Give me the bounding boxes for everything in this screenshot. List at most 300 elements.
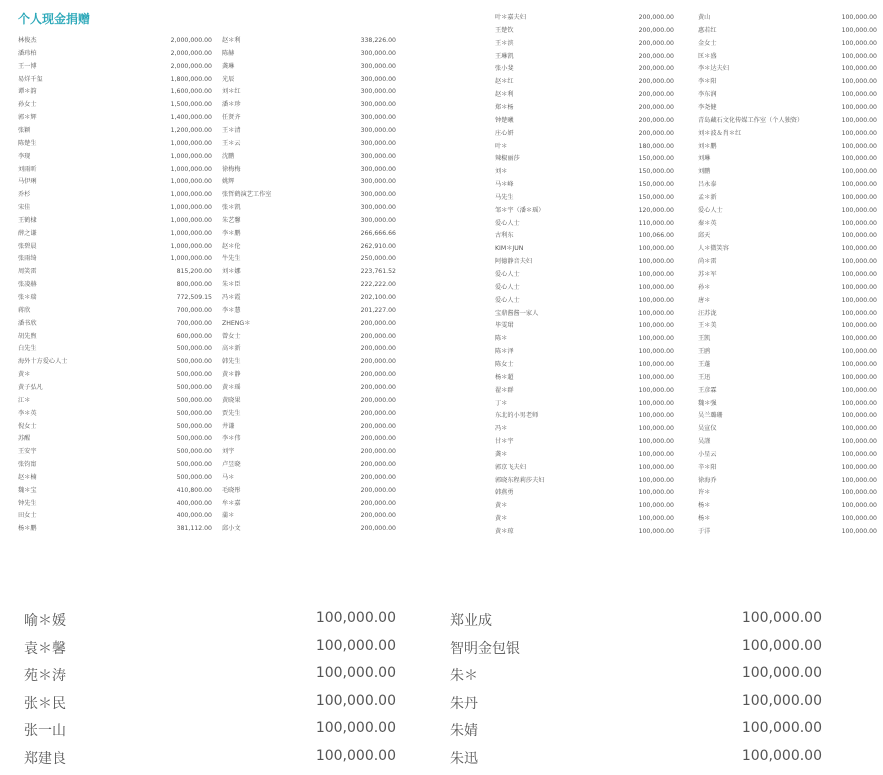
- donor-name: 袁＊馨: [24, 640, 66, 657]
- donation-amount: 100,000.00: [638, 399, 674, 407]
- donor-name: 牟＊嘉: [222, 499, 241, 507]
- donor-name: 赵＊红: [495, 78, 514, 86]
- donation-amount: 100,000.00: [841, 258, 877, 266]
- donor-name: 邱天: [698, 232, 711, 240]
- donor-name: 青岛藏石文化传媒工作室（个人独资）: [698, 116, 804, 124]
- donation-amount: 100,000.00: [841, 476, 877, 484]
- donor-name: 李＊慧: [222, 306, 241, 314]
- donor-name: 潘书欣: [18, 319, 37, 327]
- donation-amount: 1,200,000.00: [170, 126, 212, 134]
- donation-amount: 100,000.00: [841, 26, 877, 34]
- donor-name: 田女士: [18, 512, 37, 520]
- donor-name: 郭京飞夫妇: [495, 463, 526, 471]
- donation-amount: 100,000.00: [638, 348, 674, 356]
- donation-amount: 200,000.00: [360, 525, 396, 533]
- donation-amount: 200,000.00: [360, 499, 396, 507]
- donation-amount: 100,000.00: [315, 637, 396, 654]
- donor-name: 刘宇: [222, 448, 235, 456]
- donor-name: 朱＊: [450, 668, 478, 684]
- donor-name: 冯＊: [495, 425, 508, 433]
- donor-name: 贾先生: [222, 409, 241, 417]
- donor-name: 朱＊臣: [222, 281, 241, 289]
- donor-name: 李＊阳: [698, 78, 717, 86]
- donation-amount: 100,000.00: [841, 168, 877, 176]
- donor-name: 白先生: [18, 345, 37, 353]
- donor-name: 韩燕勇: [495, 489, 514, 497]
- donor-name: 小星云: [698, 450, 717, 458]
- donor-name: 光辰: [222, 75, 235, 83]
- donor-name: 邱小文: [222, 525, 241, 533]
- donation-amount: 200,000.00: [360, 461, 396, 469]
- donor-name: 姚辉: [222, 178, 235, 186]
- donor-name: 李现: [18, 152, 31, 160]
- donor-name: 李东润: [698, 91, 717, 99]
- donor-name: 李＊达夫妇: [698, 65, 729, 73]
- donor-name: 朱丹: [450, 695, 478, 712]
- donor-name: 吴宣仪: [698, 425, 717, 433]
- donation-amount: 100,000.00: [638, 335, 674, 343]
- donor-name: 爱心人士: [495, 219, 520, 227]
- donor-name: 张钧甯: [18, 461, 37, 469]
- donation-amount: 500,000.00: [176, 435, 212, 443]
- donation-amount: 100,000.00: [841, 528, 877, 535]
- donation-amount: 100,000.00: [841, 103, 877, 111]
- donor-name: 江＊: [18, 396, 31, 404]
- donor-name: 李＊伟: [222, 435, 241, 443]
- donor-name: 陈赫: [222, 49, 235, 57]
- donation-amount: 200,000.00: [360, 383, 396, 391]
- donor-name: 韩先生: [222, 358, 241, 366]
- donor-name: 辣椒丽莎: [495, 155, 520, 163]
- donor-name: 叶＊嘉夫妇: [495, 14, 526, 21]
- donation-amount: 100,000.00: [841, 360, 877, 368]
- donation-amount: 100,000.00: [841, 502, 877, 510]
- donation-amount: 300,000.00: [360, 62, 396, 70]
- donor-name: 蒋欣: [18, 306, 31, 314]
- donor-name: 秦＊英: [698, 219, 717, 227]
- donor-name: 魏＊宝: [18, 486, 37, 494]
- donor-name: 马＊峰: [495, 181, 514, 189]
- donation-amount: 100,000.00: [841, 155, 877, 163]
- donor-name: 赵＊利: [495, 91, 514, 99]
- donation-amount: 400,000.00: [176, 499, 212, 507]
- donation-amount: 150,000.00: [638, 193, 674, 201]
- donation-amount: 300,000.00: [360, 152, 396, 160]
- donor-name: 杨＊鹏: [18, 525, 37, 533]
- donation-amount: 223,761.52: [360, 268, 396, 276]
- donor-name: 喻＊媛: [24, 613, 66, 629]
- donor-name: 丁＊: [495, 399, 508, 407]
- donor-name: 吴謹: [698, 438, 711, 446]
- donor-name: 马先生: [495, 193, 514, 201]
- donor-name: 黄子弘凡: [18, 383, 43, 391]
- donation-amount: 300,000.00: [360, 126, 396, 134]
- donation-amount: 2,000,000.00: [170, 49, 212, 57]
- donor-name: 李尧健: [698, 103, 717, 111]
- donation-amount: 100,000.00: [841, 232, 877, 240]
- donation-amount: 200,000.00: [638, 52, 674, 60]
- donor-name: 匡＊盛: [698, 52, 717, 60]
- donation-amount: 1,000,000.00: [170, 255, 212, 263]
- donation-amount: 500,000.00: [176, 383, 212, 391]
- donation-amount: 100,000.00: [638, 476, 674, 484]
- donor-name: 宝鼎酱酱一家人: [495, 309, 539, 317]
- donation-amount: 200,000.00: [360, 435, 396, 443]
- donor-name: 赵＊利: [222, 37, 241, 44]
- donor-name: 王一博: [18, 62, 37, 70]
- donor-name: 潘玮柏: [18, 49, 37, 57]
- donation-amount: 1,800,000.00: [170, 75, 212, 83]
- donation-amount: 100,000.00: [841, 438, 877, 446]
- donor-name: 蒲＊: [222, 512, 235, 520]
- donor-name: 王＊云: [222, 139, 241, 147]
- donation-amount: 100,000.00: [638, 245, 674, 253]
- donation-amount: 100,000.00: [841, 373, 877, 381]
- donation-amount: 200,000.00: [360, 512, 396, 520]
- donation-amount: 100,000.00: [315, 747, 396, 764]
- donor-name: 李＊鹏: [222, 229, 241, 237]
- donation-amount: 1,000,000.00: [170, 216, 212, 224]
- donation-amount: 100,000.00: [638, 283, 674, 291]
- donation-amount: 815,200.00: [176, 268, 212, 276]
- donor-name: 谭＊韵: [18, 88, 37, 96]
- donation-amount: 200,000.00: [360, 396, 396, 404]
- donation-amount: 1,000,000.00: [170, 178, 212, 186]
- donor-name: 吕永泰: [698, 181, 717, 189]
- donation-amount: 300,000.00: [360, 178, 396, 186]
- donation-amount: 100,000.00: [841, 91, 877, 99]
- donor-name: 毕雯珺: [495, 322, 514, 330]
- donor-name: 朱婧: [450, 723, 478, 739]
- donation-amount: 100,000.00: [638, 489, 674, 497]
- donor-name: 郑业成: [450, 613, 492, 629]
- donor-name: 沈鹏: [222, 152, 235, 160]
- donor-name: 任贤齐: [222, 114, 241, 122]
- donor-name: 龚＊: [495, 450, 508, 458]
- donor-name: 黄＊: [18, 371, 31, 379]
- donor-name: 甘＊宇: [495, 438, 514, 446]
- donation-amount: 700,000.00: [176, 306, 212, 314]
- donation-amount: 150,000.00: [638, 155, 674, 163]
- donation-amount: 100,000.00: [841, 450, 877, 458]
- donor-name: 龚琳: [222, 62, 235, 70]
- donor-name: 孙＊: [698, 283, 711, 291]
- donation-amount: 100,000.00: [638, 425, 674, 433]
- donation-amount: 100,000.00: [638, 502, 674, 510]
- donor-name: 黄＊琼: [495, 528, 514, 535]
- donor-name: 张一山: [24, 723, 66, 739]
- donation-amount: 1,000,000.00: [170, 152, 212, 160]
- donation-amount: 100,000.00: [841, 193, 877, 201]
- donor-name: 杨＊: [698, 502, 711, 510]
- donor-name: 陈＊泽: [495, 348, 514, 356]
- donor-name: 张雨绮: [18, 255, 37, 263]
- donor-name: 马伊琍: [18, 178, 37, 186]
- donor-name: 宋佳: [18, 204, 31, 212]
- donor-name: 井谦: [222, 422, 235, 430]
- donor-name: 潘＊珍: [222, 101, 241, 109]
- donation-amount: 2,000,000.00: [170, 62, 212, 70]
- donor-name: 陈女士: [495, 360, 514, 368]
- donor-name: 刘琳: [698, 155, 711, 163]
- donation-amount: 200,000.00: [638, 116, 674, 124]
- donor-name: 林俊杰: [18, 37, 37, 44]
- donor-name: 辛＊阳: [698, 463, 717, 471]
- donation-amount: 100,000.00: [841, 309, 877, 317]
- donor-name: 陈楚生: [18, 139, 37, 147]
- donor-name: 爱心人士: [495, 296, 520, 304]
- donor-name: 王＊清: [222, 126, 241, 134]
- donation-amount: 1,000,000.00: [170, 165, 212, 173]
- donation-amount: 100,000.00: [841, 129, 877, 137]
- donation-amount: 100,000.00: [741, 692, 822, 709]
- donation-amount: 100,000.00: [638, 296, 674, 304]
- donation-amount: 500,000.00: [176, 345, 212, 353]
- donation-amount: 222,222.00: [360, 281, 396, 289]
- donation-amount: 100,000.00: [841, 283, 877, 291]
- donor-name: 王安宇: [18, 448, 37, 456]
- donor-name: 冯＊霞: [222, 294, 241, 301]
- donor-name: 许＊: [698, 489, 711, 497]
- donation-amount: 1,000,000.00: [170, 242, 212, 250]
- donation-amount: 300,000.00: [360, 88, 396, 96]
- donor-name: 王彦霖: [698, 386, 717, 394]
- donor-name: 刘＊鹏: [698, 142, 717, 150]
- donor-name: 苏＊军: [698, 271, 717, 278]
- donor-name: 朱艺馨: [222, 216, 241, 224]
- donor-name: 孙女士: [18, 101, 37, 109]
- donor-name: 刘雨昕: [18, 165, 37, 173]
- donor-name: 邹＊宇（潘＊瑶）: [495, 206, 545, 214]
- donor-name: 郑建良: [24, 750, 66, 767]
- donor-name: KIM＊JUN: [495, 245, 524, 253]
- donation-amount: 100,000.00: [841, 78, 877, 86]
- donor-name: 张小斐: [495, 65, 514, 73]
- donation-amount: 100,000.00: [315, 610, 396, 626]
- donation-amount: 100,000.00: [315, 692, 396, 709]
- donor-name: 杨＊超: [495, 373, 514, 381]
- donation-amount: 300,000.00: [360, 191, 396, 199]
- donation-amount: 100,000.00: [741, 665, 822, 681]
- donor-name: 智明金包银: [450, 640, 520, 657]
- donor-name: 刘＊波＆肖＊红: [698, 129, 742, 137]
- donor-name: 刘鹏: [698, 168, 711, 176]
- donation-amount: 200,000.00: [360, 358, 396, 366]
- donation-amount: 100,000.00: [841, 65, 877, 73]
- donation-amount: 200,000.00: [638, 14, 674, 21]
- donation-amount: 100,000.00: [841, 322, 877, 330]
- donation-amount: 100,000.00: [741, 610, 822, 626]
- donation-amount: 300,000.00: [360, 165, 396, 173]
- donation-amount: 200,000.00: [360, 473, 396, 481]
- donor-name: 爱心人士: [698, 206, 723, 214]
- donation-amount: 300,000.00: [360, 216, 396, 224]
- donation-amount: 100,000.00: [841, 348, 877, 356]
- donation-amount: 100,000.00: [638, 373, 674, 381]
- donation-amount: 500,000.00: [176, 358, 212, 366]
- donation-amount: 1,500,000.00: [170, 101, 212, 109]
- donation-amount: 700,000.00: [176, 319, 212, 327]
- donation-amount: 400,000.00: [176, 512, 212, 520]
- donation-amount: 1,000,000.00: [170, 139, 212, 147]
- donation-amount: 1,400,000.00: [170, 114, 212, 122]
- donor-name: 翟＊群: [495, 386, 514, 394]
- donor-name: 苑＊涛: [24, 668, 66, 684]
- donation-amount: 200,000.00: [360, 486, 396, 494]
- donor-name: 高＊新: [222, 345, 241, 353]
- donor-name: 吴兰璐珊: [698, 412, 723, 420]
- donation-amount: 800,000.00: [176, 281, 212, 289]
- donor-name: ZHENG＊: [222, 319, 251, 327]
- donation-amount: 300,000.00: [360, 101, 396, 109]
- donor-name: 薛之谦: [18, 229, 37, 237]
- donation-amount: 600,000.00: [176, 332, 212, 340]
- donation-amount: 100,000.00: [841, 116, 877, 124]
- donation-amount: 180,000.00: [638, 142, 674, 150]
- donor-name: 黄晓果: [222, 396, 241, 404]
- donation-amount: 100,000.00: [638, 438, 674, 446]
- donor-name: 黄＊: [495, 515, 508, 523]
- donor-name: 卢昱晓: [222, 461, 241, 469]
- donation-amount: 100,000.00: [841, 52, 877, 60]
- donation-amount: 2,000,000.00: [170, 37, 212, 44]
- donation-amount: 150,000.00: [638, 181, 674, 189]
- donor-name: 朱迅: [450, 750, 478, 767]
- donor-name: 周笑雷: [18, 268, 37, 276]
- donation-amount: 100,000.00: [841, 142, 877, 150]
- donation-amount: 100,000.00: [841, 219, 877, 227]
- donation-amount: 338,226.00: [360, 37, 396, 44]
- donation-amount: 200,000.00: [360, 448, 396, 456]
- donor-name: 王＊滨: [495, 39, 514, 47]
- donor-name: 东北的小男老师: [495, 412, 539, 420]
- donor-name: 钟楚曦: [495, 116, 514, 124]
- donation-amount: 100,000.00: [841, 425, 877, 433]
- donation-amount: 200,000.00: [360, 345, 396, 353]
- donor-name: 牛先生: [222, 255, 241, 263]
- donor-name: 陈＊: [495, 335, 508, 343]
- donation-amount: 1,000,000.00: [170, 191, 212, 199]
- donation-amount: 200,000.00: [638, 129, 674, 137]
- donation-amount: 300,000.00: [360, 204, 396, 212]
- donor-name: 张凌赫: [18, 281, 37, 289]
- donation-amount: 100,000.00: [638, 386, 674, 394]
- donor-name: 郭晓东程莉莎夫妇: [495, 476, 545, 484]
- donation-amount: 100,000.00: [638, 322, 674, 330]
- donor-name: 王鸥: [698, 348, 711, 356]
- donation-amount: 200,000.00: [360, 422, 396, 430]
- donation-amount: 100,000.00: [841, 515, 877, 523]
- donation-amount: 300,000.00: [360, 114, 396, 122]
- donor-name: 杨＊: [698, 515, 711, 523]
- donation-amount: 1,600,000.00: [170, 88, 212, 96]
- donation-amount: 100,066.00: [638, 232, 674, 240]
- donor-name: 胡先煦: [18, 332, 37, 340]
- donor-name: 张＊凯: [222, 204, 241, 212]
- donation-amount: 410,800.00: [176, 486, 212, 494]
- donation-amount: 266,666.66: [360, 229, 396, 237]
- donation-amount: 150,000.00: [638, 168, 674, 176]
- donation-amount: 200,000.00: [638, 39, 674, 47]
- donation-amount: 300,000.00: [360, 75, 396, 83]
- donor-name: 人＊微笑容: [698, 245, 729, 253]
- donation-amount: 100,000.00: [638, 360, 674, 368]
- donation-amount: 381,112.00: [176, 525, 212, 533]
- donor-name: 于洋: [698, 528, 711, 535]
- donation-amount: 100,000.00: [841, 39, 877, 47]
- donor-name: 黄＊瑶: [222, 383, 241, 391]
- donor-name: 海外十方爱心人士: [18, 358, 68, 366]
- donation-amount: 250,000.00: [360, 255, 396, 263]
- donor-name: 黄＊: [495, 502, 508, 510]
- donor-name: 倪女士: [18, 422, 37, 430]
- donor-name: 张颖: [18, 126, 31, 134]
- donation-amount: 100,000.00: [741, 747, 822, 764]
- donor-name: 叶＊: [495, 142, 508, 150]
- donation-amount: 1,000,000.00: [170, 204, 212, 212]
- donor-name: 张＊瑞: [18, 294, 37, 301]
- donation-amount: 100,000.00: [638, 528, 674, 535]
- donation-amount: 100,000.00: [841, 386, 877, 394]
- donor-name: 唐＊: [698, 296, 711, 304]
- donation-amount: 100,000.00: [638, 515, 674, 523]
- donation-amount: 100,000.00: [841, 399, 877, 407]
- donation-amount: 100,000.00: [841, 14, 877, 21]
- donor-name: 尚＊雷: [698, 258, 717, 266]
- donation-amount: 500,000.00: [176, 409, 212, 417]
- donation-amount: 262,910.00: [360, 242, 396, 250]
- donation-amount: 500,000.00: [176, 473, 212, 481]
- donor-name: 赵＊伦: [222, 242, 241, 250]
- donor-name: 马＊: [222, 473, 235, 481]
- donor-name: 王鹤棣: [18, 216, 37, 224]
- donation-amount: 100,000.00: [315, 720, 396, 736]
- donor-name: 李＊英: [18, 409, 37, 417]
- donor-name: 张哲鹤演艺工作室: [222, 191, 272, 199]
- donor-name: 徐海乔: [698, 476, 717, 484]
- donor-name: 钟先生: [18, 499, 37, 507]
- donor-name: 王迅: [698, 373, 711, 381]
- donation-amount: 100,000.00: [638, 412, 674, 420]
- donor-name: 赵＊楠: [18, 473, 37, 481]
- donation-amount: 100,000.00: [638, 258, 674, 266]
- donation-amount: 500,000.00: [176, 396, 212, 404]
- donor-name: 爱心人士: [495, 271, 520, 278]
- donation-amount: 100,000.00: [841, 335, 877, 343]
- donation-amount: 100,000.00: [741, 637, 822, 654]
- donation-amount: 100,000.00: [638, 271, 674, 278]
- donation-amount: 200,000.00: [638, 91, 674, 99]
- donor-name: 魏＊强: [698, 399, 717, 407]
- donor-name: 王凯: [698, 335, 711, 343]
- donor-name: 黄山: [698, 14, 711, 21]
- donation-amount: 200,000.00: [360, 409, 396, 417]
- page-title: 个人现金捐赠: [18, 12, 91, 26]
- donor-name: 孟＊新: [698, 193, 717, 201]
- donor-name: 毛晓彤: [222, 486, 241, 494]
- donation-amount: 772,509.15: [176, 294, 212, 301]
- donation-amount: 200,000.00: [360, 371, 396, 379]
- donation-amount: 100,000.00: [638, 450, 674, 458]
- donor-name: 刘＊: [495, 168, 508, 176]
- donation-amount: 100,000.00: [841, 296, 877, 304]
- donation-amount: 100,000.00: [841, 271, 877, 278]
- donation-amount: 1,000,000.00: [170, 229, 212, 237]
- donation-amount: 200,000.00: [360, 332, 396, 340]
- donor-name: 金女士: [698, 39, 717, 47]
- donor-name: 曾女士: [222, 332, 241, 340]
- donor-name: 张碧晨: [18, 242, 37, 250]
